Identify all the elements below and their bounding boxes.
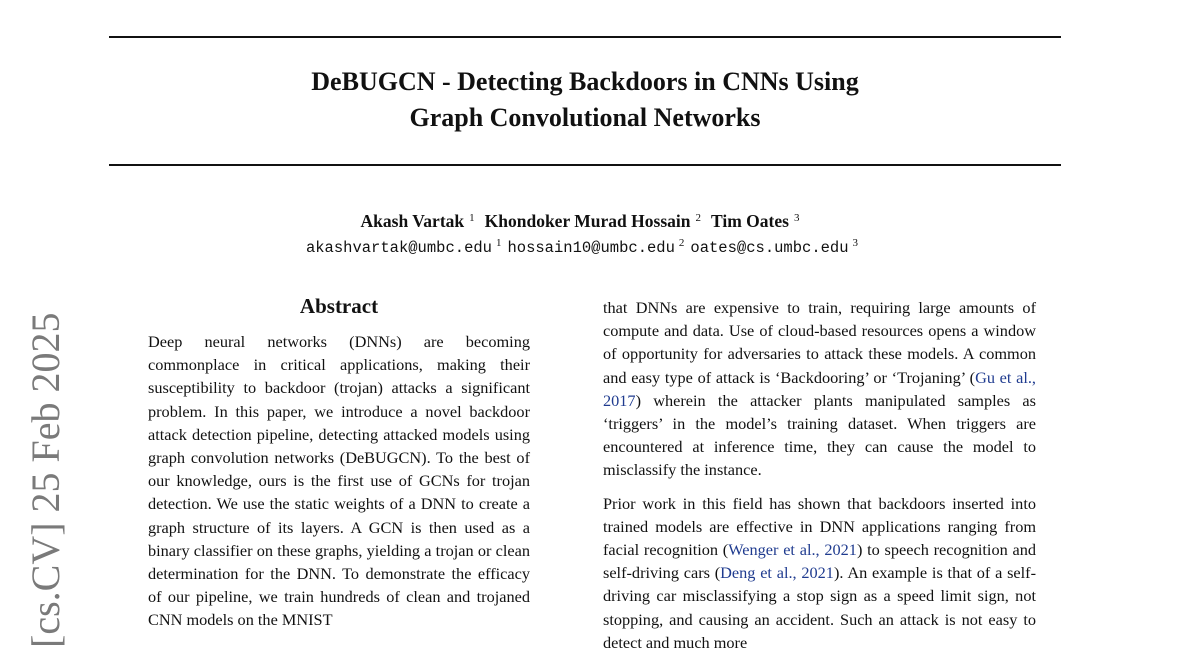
citation-link[interactable]: Wenger et al., 2021 (728, 540, 857, 560)
email-affil: 2 (678, 237, 685, 249)
arxiv-sidebar-stamp: [cs.CV] 25 Feb 2025 (23, 312, 68, 648)
paper-title (109, 64, 1061, 136)
author-name: Tim Oates (710, 211, 789, 231)
author-affil: 2 (695, 212, 701, 224)
citation-link[interactable]: Gu et al., 2017 (603, 367, 1037, 410)
citation-link[interactable]: Deng et al., 2021 (720, 563, 834, 583)
author-affil: 3 (793, 212, 800, 224)
body-paragraph (603, 296, 1036, 482)
title-rule-bottom (109, 164, 1061, 166)
author-name: Khondoker Murad Hossain (484, 211, 691, 231)
author-email[interactable]: akashvartak@umbc.edu (305, 239, 492, 257)
body-text: ) to speech recognition and self-driving cars ( (603, 540, 1036, 583)
email-affil: 3 (852, 237, 859, 249)
abstract-text: Deep neural networks (DNNs) are becoming commonplace in critical applications, making their susceptibility to backdoor (trojan) attacks a significant problem. In this paper, we introduce a novel backdoor attack detection pipeline, detecting attacked models using graph convolution networks (DeBUGCN). To the best of our knowledge, ours is the first use of GCNs for trojan detection. We use the static weights of a DNN to create a graph structure of its layers. A GCN is then used as a binary classifier on these graphs, yielding a trojan or clean determination for the DNN. To demonstrate the efficacy of our pipeline, we train hundreds of clean and trojaned CNN models on the MNIST (148, 332, 530, 630)
body-paragraph (603, 492, 1036, 654)
abstract-column (148, 330, 530, 642)
body-text: ). An example is that of a self-driving car misclassifying a stop sign as a speed limit sign, not stopping, and causing an accident. Such an attack is not easy to detect and much more (603, 563, 1037, 652)
body-column (603, 296, 1036, 664)
email-affil: 1 (495, 237, 502, 249)
author-email[interactable]: hossain10@umbc.edu (507, 239, 675, 257)
body-text: Prior work in this field has shown that backdoors inserted into trained models are effective in DNN applications ranging from facial recognition ( (603, 493, 1036, 560)
author-affil: 1 (469, 212, 475, 224)
author-email[interactable]: oates@cs.umbc.edu (690, 239, 849, 257)
title-rule-top (109, 36, 1061, 38)
abstract-heading: Abstract (299, 294, 379, 318)
author-list (109, 206, 1061, 233)
body-text: that DNNs are expensive to train, requiring large amounts of compute and data. Use of cloud-based resources opens a window of opportunity for adversaries to attack these models. A common and easy type of attack is ‘Backdooring’ or ‘Trojaning’ ( (603, 298, 1036, 387)
author-name: Akash Vartak (360, 211, 465, 231)
title-line-1: DeBUGCN - Detecting Backdoors in CNNs Using (311, 67, 859, 96)
body-text: ) wherein the attacker plants manipulated samples as ‘triggers’ in the model’s training dataset. When triggers are encountered at inference time, they can cause the model to misclassify the instance. (603, 390, 1036, 480)
author-emails (109, 232, 1061, 259)
title-line-2: Graph Convolutional Networks (409, 103, 761, 132)
